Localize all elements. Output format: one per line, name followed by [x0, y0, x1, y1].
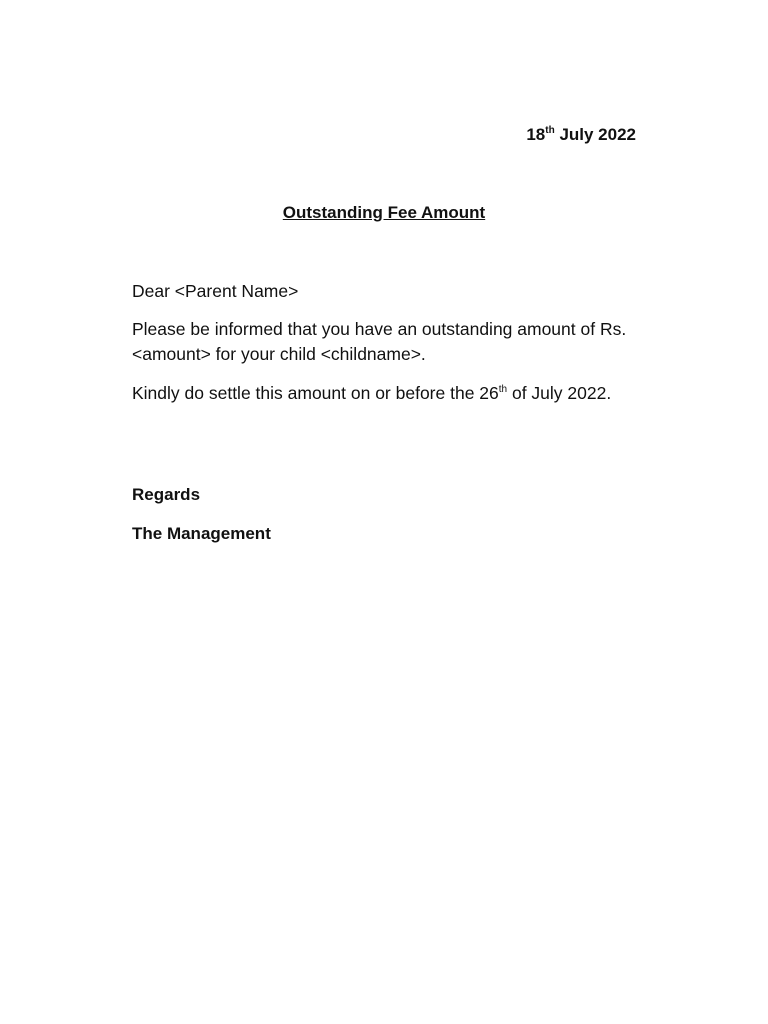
letter-subject: Outstanding Fee Amount [282, 203, 486, 222]
date-month-year: July 2022 [554, 125, 636, 144]
salutation: Dear <Parent Name> [132, 281, 299, 301]
closing-regards: Regards [132, 485, 201, 504]
letter-date [526, 124, 636, 146]
paragraph-outstanding-amount: Please be informed that you have an outstanding amount of Rs. <amount> for your child <childname>. [132, 319, 627, 364]
paragraph-settle-start: Kindly do settle this amount on or before the 26 [132, 383, 499, 403]
signoff-management: The Management [132, 524, 271, 543]
date-ordinal-suffix: th [545, 125, 555, 136]
deadline-ordinal-suffix: th [498, 384, 508, 395]
paragraph-settle-end: of July 2022. [507, 383, 612, 403]
paragraph-settle-deadline [132, 381, 632, 406]
date-day: 18 [526, 125, 546, 144]
